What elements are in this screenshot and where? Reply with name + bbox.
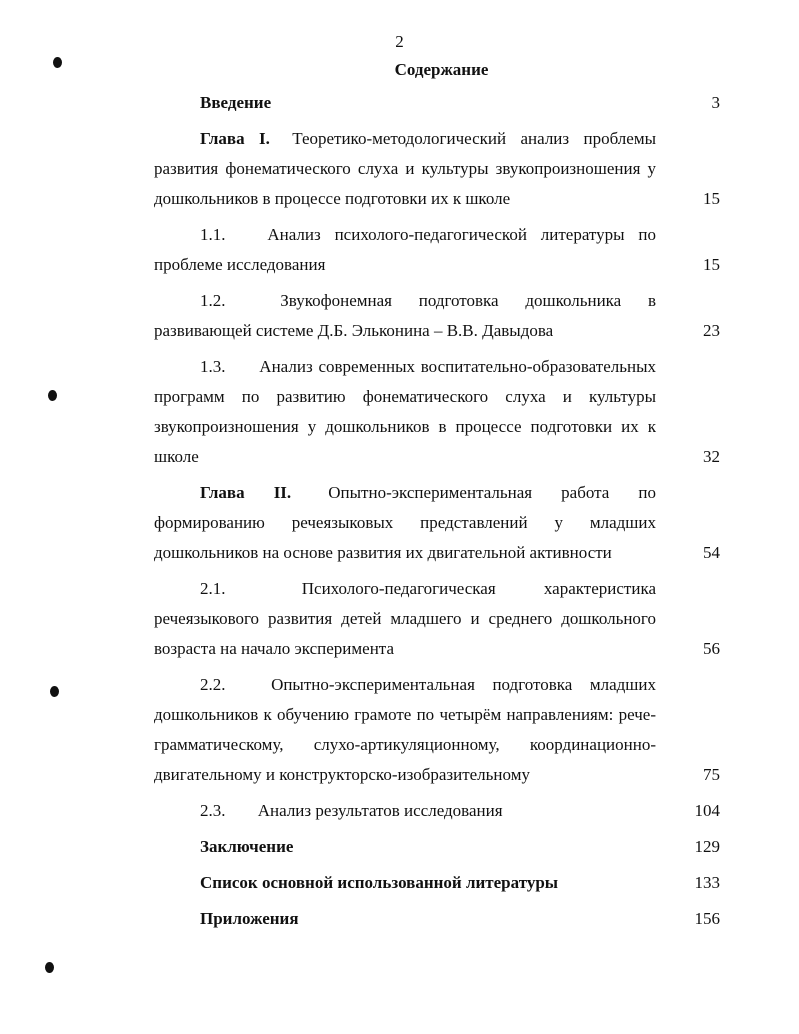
toc-page-number: 32 (703, 447, 720, 466)
toc-entry-text: формированию речеязыковых представлений у младших (154, 513, 656, 532)
toc-entry[interactable] (154, 904, 720, 934)
toc-entry-text: Введение (200, 93, 272, 112)
toc-entry-text: развития фонематического слуха и культуры звукопроизношения у (154, 159, 656, 178)
toc-page-number: 15 (703, 189, 720, 208)
toc-entry-text: программ по развитию фонематического слуха и культуры (154, 387, 656, 406)
toc-page-number: 75 (703, 765, 720, 784)
toc-page-number: 156 (694, 909, 720, 928)
toc-entry-label: 1.3. (200, 357, 226, 376)
toc-entry-text: 1.2. Звукофонемная подготовка дошкольника в (200, 291, 656, 310)
toc-page-number: 129 (694, 837, 720, 856)
toc-entry-text: дошкольников к обучению грамоте по четырём направлениям: рече- (154, 705, 656, 724)
toc-entry[interactable] (154, 478, 720, 568)
page-number: 2 (395, 32, 404, 51)
toc-page-number: 104 (694, 801, 720, 820)
toc-entry-text: возраста на начало эксперимента (154, 639, 394, 658)
toc-entry-text: двигательному и конструкторско-изобразительному (154, 765, 530, 784)
bullet-mark-2 (48, 390, 57, 401)
toc-entry[interactable] (154, 220, 720, 280)
toc-entry-label: 1.2. (200, 291, 226, 310)
bullet-mark-4 (45, 962, 54, 973)
toc-entry-text: Глава I. Теоретико-методологический анализ проблемы (200, 129, 657, 148)
toc-entry-text: 2.1. Психолого-педагогическая характеристика (200, 579, 656, 598)
toc-entry-text: звукопроизношения у дошкольников в процессе подготовки их к (154, 417, 656, 436)
toc-entry-text: развивающей системе Д.Б. Эльконина – В.В. Давыдова (154, 321, 554, 340)
toc-entry[interactable] (154, 670, 720, 790)
toc-entry-text: дошкольников на основе развития их двигательной активности (154, 543, 612, 562)
toc-entry[interactable] (154, 868, 720, 898)
toc-entry-text: Приложения (200, 909, 299, 928)
toc-page-number: 56 (703, 639, 720, 658)
toc-entry-text: 2.3. Анализ результатов исследования (200, 801, 503, 820)
toc-page-number: 15 (703, 255, 720, 274)
toc-entry-text: школе (154, 447, 199, 466)
toc-entry-text: речеязыкового развития детей младшего и среднего дошкольного (154, 609, 656, 628)
toc-entry-text: грамматическому, слухо-артикуляционному, координационно- (154, 735, 656, 754)
toc-entry-label: Глава I. (200, 129, 270, 148)
toc-entry[interactable] (154, 574, 720, 664)
page-title: Содержание (394, 60, 489, 79)
toc-entry-label: Глава II. (200, 483, 292, 502)
toc-entry-text: дошкольников в процессе подготовки их к школе (154, 189, 511, 208)
toc-entry-label: 2.1. (200, 579, 226, 598)
toc-entry-text: проблеме исследования (154, 255, 326, 274)
toc-entry[interactable] (154, 124, 720, 214)
toc-entry-label: 2.2. (200, 675, 226, 694)
toc-entry[interactable] (154, 796, 720, 826)
toc-page-number: 3 (711, 93, 720, 112)
toc-entry-text: 1.1. Анализ психолого-педагогической литературы по (200, 225, 657, 244)
table-of-contents (154, 88, 720, 940)
toc-page-number: 54 (703, 543, 720, 562)
toc-entry-text: Заключение (200, 837, 294, 856)
toc-entry-text: 1.3. Анализ современных воспитательно-образовательных (200, 357, 657, 376)
toc-entry[interactable] (154, 286, 720, 346)
toc-entry-label: 1.1. (200, 225, 226, 244)
toc-entry[interactable] (154, 352, 720, 472)
toc-entry[interactable] (154, 88, 720, 118)
toc-entry-label: 2.3. (200, 801, 226, 820)
bullet-mark-3 (50, 686, 59, 697)
toc-entry-text: 2.2. Опытно-экспериментальная подготовка младших (200, 675, 656, 694)
toc-entry-text: Глава II. Опытно-экспериментальная работа по (200, 483, 656, 502)
toc-entry[interactable] (154, 832, 720, 862)
toc-entry-text: Список основной использованной литературы (200, 873, 559, 892)
toc-page-number: 133 (694, 873, 720, 892)
bullet-mark-1 (53, 57, 62, 68)
toc-page-number: 23 (703, 321, 720, 340)
